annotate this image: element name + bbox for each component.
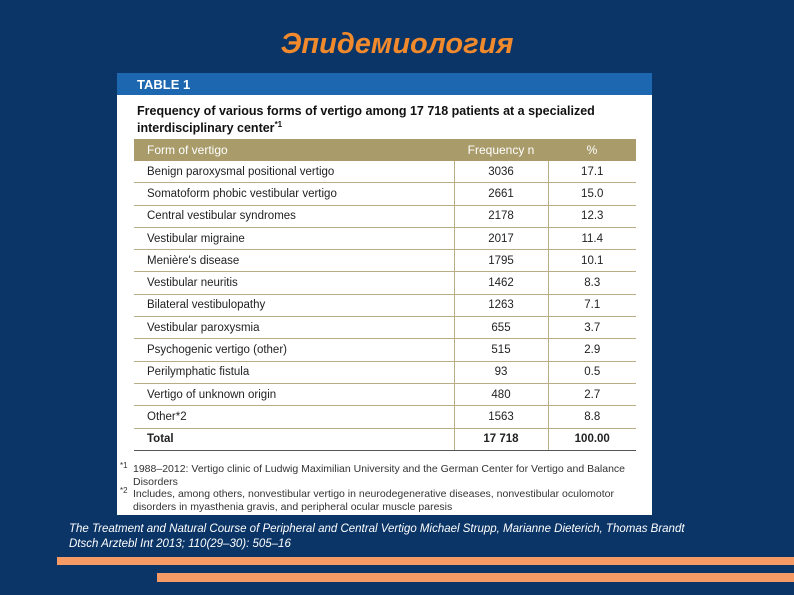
cell-form: Vestibular migraine bbox=[134, 227, 454, 249]
cell-percent: 11.4 bbox=[548, 227, 636, 249]
cell-form: Benign paroxysmal positional vertigo bbox=[134, 161, 454, 183]
table-header-row bbox=[134, 139, 636, 161]
heading-ref: *1 bbox=[274, 120, 283, 129]
cell-percent: 8.8 bbox=[548, 406, 636, 428]
table-row bbox=[134, 227, 636, 249]
table-row bbox=[134, 205, 636, 227]
table-heading bbox=[137, 104, 647, 135]
table-row bbox=[134, 294, 636, 316]
footnote-mark: *2 bbox=[120, 486, 128, 495]
cell-percent: 12.3 bbox=[548, 205, 636, 227]
table-row bbox=[134, 406, 636, 428]
cell-percent: 17.1 bbox=[548, 161, 636, 183]
footnote bbox=[120, 463, 648, 488]
table-figure bbox=[117, 73, 652, 515]
cell-form: Vestibular paroxysmia bbox=[134, 317, 454, 339]
table-heading-text: Frequency of various forms of vertigo among 17 718 patients at a specialized interdisciplinary center bbox=[137, 104, 595, 136]
footnote-text: Includes, among others, nonvestibular vertigo in neurodegenerative diseases, nonvestibular oculomotor disorders in myasthenia gravis, and peripheral ocular muscle paresis bbox=[133, 488, 614, 513]
table-row bbox=[134, 183, 636, 205]
cell-percent: 10.1 bbox=[548, 250, 636, 272]
footnote bbox=[120, 488, 648, 513]
column-header: Form of vertigo bbox=[134, 139, 454, 161]
cell-form: Vestibular neuritis bbox=[134, 272, 454, 294]
table-row bbox=[134, 383, 636, 405]
cell-frequency: 17 718 bbox=[454, 428, 548, 450]
cell-form: Perilymphatic fistula bbox=[134, 361, 454, 383]
citation-line: The Treatment and Natural Course of Peripheral and Central Vertigo Michael Strupp, Marianne Dieterich, Thomas Brandt bbox=[69, 523, 685, 535]
cell-frequency: 2017 bbox=[454, 227, 548, 249]
vertigo-table bbox=[134, 139, 636, 451]
table-row bbox=[134, 272, 636, 294]
table-row bbox=[134, 361, 636, 383]
cell-percent: 0.5 bbox=[548, 361, 636, 383]
cell-frequency: 1563 bbox=[454, 406, 548, 428]
cell-form: Vertigo of unknown origin bbox=[134, 383, 454, 405]
citation bbox=[69, 522, 685, 552]
decorative-bar bbox=[157, 573, 794, 582]
cell-percent: 15.0 bbox=[548, 183, 636, 205]
cell-form: Menière's disease bbox=[134, 250, 454, 272]
cell-frequency: 515 bbox=[454, 339, 548, 361]
footnote-text: 1988–2012: Vertigo clinic of Ludwig Maximilian University and the German Center for Vertigo and Balance Disorders bbox=[133, 463, 626, 488]
cell-form: Total bbox=[134, 428, 454, 450]
cell-frequency: 655 bbox=[454, 317, 548, 339]
cell-percent: 3.7 bbox=[548, 317, 636, 339]
footnotes bbox=[120, 463, 648, 513]
cell-form: Other*2 bbox=[134, 406, 454, 428]
cell-percent: 100.00 bbox=[548, 428, 636, 450]
table-label: TABLE 1 bbox=[117, 73, 652, 95]
cell-percent: 2.9 bbox=[548, 339, 636, 361]
cell-form: Somatoform phobic vestibular vertigo bbox=[134, 183, 454, 205]
cell-percent: 2.7 bbox=[548, 383, 636, 405]
table-row bbox=[134, 317, 636, 339]
table-row bbox=[134, 250, 636, 272]
cell-frequency: 480 bbox=[454, 383, 548, 405]
cell-frequency: 3036 bbox=[454, 161, 548, 183]
footnote-mark: *1 bbox=[120, 461, 128, 470]
citation-line: Dtsch Arztebl Int 2013; 110(29–30): 505–16 bbox=[69, 538, 291, 550]
cell-frequency: 93 bbox=[454, 361, 548, 383]
decorative-bar bbox=[57, 557, 794, 565]
cell-percent: 7.1 bbox=[548, 294, 636, 316]
column-header: % bbox=[548, 139, 636, 161]
cell-frequency: 1462 bbox=[454, 272, 548, 294]
cell-frequency: 1795 bbox=[454, 250, 548, 272]
cell-form: Bilateral vestibulopathy bbox=[134, 294, 454, 316]
cell-frequency: 2661 bbox=[454, 183, 548, 205]
cell-percent: 8.3 bbox=[548, 272, 636, 294]
cell-frequency: 2178 bbox=[454, 205, 548, 227]
table-row bbox=[134, 161, 636, 183]
column-header: Frequency n bbox=[454, 139, 548, 161]
table-row bbox=[134, 339, 636, 361]
slide-title: Эпидемиология bbox=[280, 28, 514, 60]
cell-frequency: 1263 bbox=[454, 294, 548, 316]
cell-form: Central vestibular syndromes bbox=[134, 205, 454, 227]
total-row bbox=[134, 428, 636, 450]
cell-form: Psychogenic vertigo (other) bbox=[134, 339, 454, 361]
